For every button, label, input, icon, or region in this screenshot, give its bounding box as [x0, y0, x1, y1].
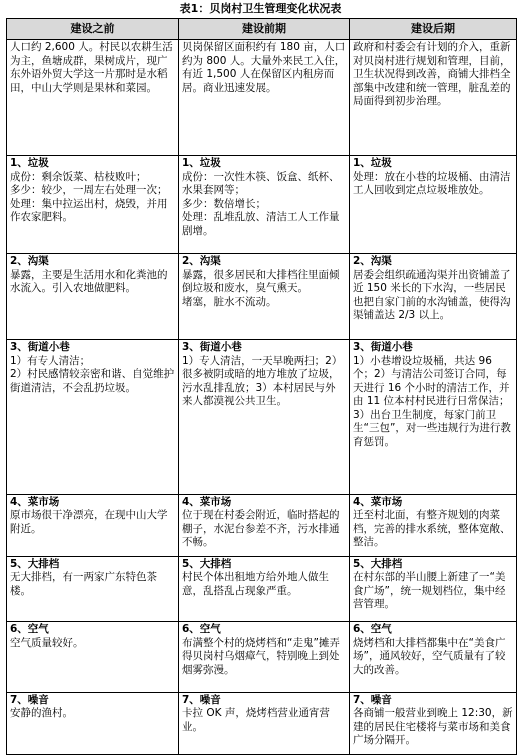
table-cell-late: [350, 494, 517, 556]
section-heading: 1、垃圾: [182, 157, 221, 170]
section-heading: 1、垃圾: [353, 157, 392, 170]
cell-text: 成份：剩余饭菜、枯枝败叶；: [10, 170, 147, 183]
cell-text: 原市场很干净漂亮，在现中山大学附近。: [10, 509, 168, 535]
table-cell-before: [7, 156, 179, 254]
table-row: [7, 494, 517, 556]
table-cell-before: [7, 556, 179, 621]
table-cell-late: [350, 340, 517, 495]
cell-text: 布满整个村的烧烤档和“走鬼”摊弄得贝岗村乌烟瘴气，特别晚上到处烟雾弥漫。: [182, 636, 340, 676]
section-heading: 6、空气: [182, 623, 221, 636]
table-row: [7, 156, 517, 254]
sanitation-change-table: [6, 18, 517, 755]
section-heading: 3、街道小巷: [353, 341, 413, 354]
section-heading: 5、大排档: [182, 557, 232, 570]
section-heading: 6、空气: [353, 623, 392, 636]
cell-text: 成份：一次性木筷、饭盒、纸杯、水果套网等；: [182, 170, 340, 197]
cell-text: 无大排档，有一两家广东特色茶楼。: [10, 571, 157, 597]
table-row: [7, 254, 517, 340]
table-row: [7, 40, 517, 156]
cell-text: 卡拉 OK 声，烧烤档营业通宵营业。: [182, 707, 330, 733]
cell-text: 空气质量较好。: [10, 636, 84, 649]
cell-text: 多少：数倍增长；: [182, 197, 266, 210]
section-heading: 5、大排档: [353, 557, 403, 570]
header-row: [7, 19, 517, 40]
table-cell-late: [350, 556, 517, 621]
section-heading: 7、噪音: [353, 693, 392, 706]
section-heading: 2、沟渠: [353, 255, 392, 268]
table-cell-before: [7, 340, 179, 495]
table-cell-early: [179, 254, 350, 340]
section-heading: 7、噪音: [182, 693, 221, 706]
table-cell-early: [179, 692, 350, 754]
table-cell-before: [7, 40, 179, 156]
section-heading: 4、菜市场: [10, 495, 60, 508]
cell-text: 位于现在村委会附近，临时搭起的棚子，水泥台参差不齐，污水排通不畅。: [182, 509, 340, 549]
column-header-before: 建设之前: [7, 19, 179, 40]
section-heading: 6、空气: [10, 623, 49, 636]
table-cell-late: [350, 254, 517, 340]
section-heading: 2、沟渠: [182, 255, 221, 268]
section-heading: 3、街道小巷: [10, 341, 70, 354]
cell-text: 处理：乱堆乱放、清洁工人工作量剧增。: [182, 211, 340, 237]
column-header-early: 建设前期: [179, 19, 350, 40]
cell-text: 贝岗保留区面积约有 180 亩，人口约为 800 人。大量外来民工入住，有近 1,500 人在保留区内租房而居。商业迅速发展。: [182, 41, 346, 94]
table-row: [7, 622, 517, 693]
cell-text: 烧烤档和大排档都集中在“美食广场”，通风较好，空气质量有了较大的改善。: [353, 636, 506, 676]
cell-text: 迁至村北面，有整齐规划的肉菜档，完善的排水系统，整体宽敞、整洁。: [353, 509, 511, 549]
cell-text: 暴露，主要是生活用水和化粪池的水流入。引入农地做肥料。: [10, 268, 168, 295]
table-row: [7, 340, 517, 495]
column-header-late: 建设后期: [350, 19, 517, 40]
cell-text: 居委会组织疏通沟渠并出资铺盖了近 150 米长的下水沟，一些居民也把自家门前的水沟铺盖，使得沟渠铺盖达 2/3 以上。: [353, 268, 511, 322]
table-cell-late: [350, 40, 517, 156]
section-heading: 7、噪音: [10, 693, 49, 706]
section-heading: 4、菜市场: [353, 495, 403, 508]
cell-text: 1）有专人清洁；: [10, 354, 91, 367]
cell-text: 多少：较少，一周左右处理一次；: [10, 184, 168, 197]
cell-text: 安静的渔村。: [10, 707, 73, 720]
table-cell-early: [179, 556, 350, 621]
table-cell-late: [350, 156, 517, 254]
table-cell-early: [179, 622, 350, 693]
cell-text: 堵塞，脏水不流动。: [182, 295, 277, 308]
section-heading: 2、沟渠: [10, 255, 49, 268]
section-heading: 1、垃圾: [10, 157, 49, 170]
table-cell-early: [179, 156, 350, 254]
table-cell-late: [350, 622, 517, 693]
table-title: 表1：贝岗村卫生管理变化状况表: [179, 2, 342, 15]
cell-text: 在村东部的半山腰上新建了一“美食广场”，统一规划档位，集中经营管理。: [353, 571, 506, 611]
table-cell-before: [7, 692, 179, 754]
section-heading: 4、菜市场: [182, 495, 232, 508]
table-cell-early: [179, 40, 350, 156]
cell-text: 村民个体出租地方给外地人做生意，乱搭乱占现象严重。: [182, 571, 329, 597]
table-row: [7, 692, 517, 754]
cell-text: 暴露，很多居民和大排档往里面倾倒垃圾和废水，臭气熏天。: [182, 268, 340, 295]
cell-text: 1）专人清洁，一天早晚两扫；2）很多被阴或暗的地方堆放了垃圾，污水乱排乱放；3）本村居民与外来人都漠视公共卫生。: [182, 354, 343, 408]
cell-text: 处理：集中拉运出村，烧毁，并用作农家肥料。: [10, 197, 168, 224]
cell-text: 处理：放在小巷的垃圾桶、由清洁工人回收到定点垃圾堆放处。: [353, 170, 511, 197]
cell-text: 政府和村委会有计划的介入，重新对贝岗村进行规划和管理，目前，卫生状况得到改善，商铺大排档全部集中改建和统一管理，脏乱差的局面得到初步治理。: [353, 41, 511, 107]
cell-text: 1）小巷增设垃圾桶，共达 96 个；2）与清洁公司签订合同，每天进行 16 个小时的清洁工作，并由 11 位本村村民进行日常保洁；3）出台卫生制度，每家门前卫生“三包”，对一些违规行为进行教育惩罚。: [353, 354, 511, 448]
table-cell-before: [7, 494, 179, 556]
table-cell-early: [179, 340, 350, 495]
table-cell-early: [179, 494, 350, 556]
section-heading: 3、街道小巷: [182, 341, 242, 354]
cell-text: 各商铺一般营业到晚上 12:30，新建的居民住宅楼将与菜市场和美食广场分隔开。: [353, 707, 513, 747]
table-cell-late: [350, 692, 517, 754]
table-row: [7, 556, 517, 621]
section-heading: 5、大排档: [10, 557, 60, 570]
cell-text: 人口约 2,600 人。村民以农耕生活为主，鱼塘成群，果树成片，现广东外语外贸大学这一片那时是水稻田，中山大学则是果林和菜园。: [10, 41, 173, 94]
table-cell-before: [7, 254, 179, 340]
cell-text: 2）村民感情较亲密和谐、自觉维护街道清洁，不会乱扔垃圾。: [10, 368, 175, 394]
table-cell-before: [7, 622, 179, 693]
